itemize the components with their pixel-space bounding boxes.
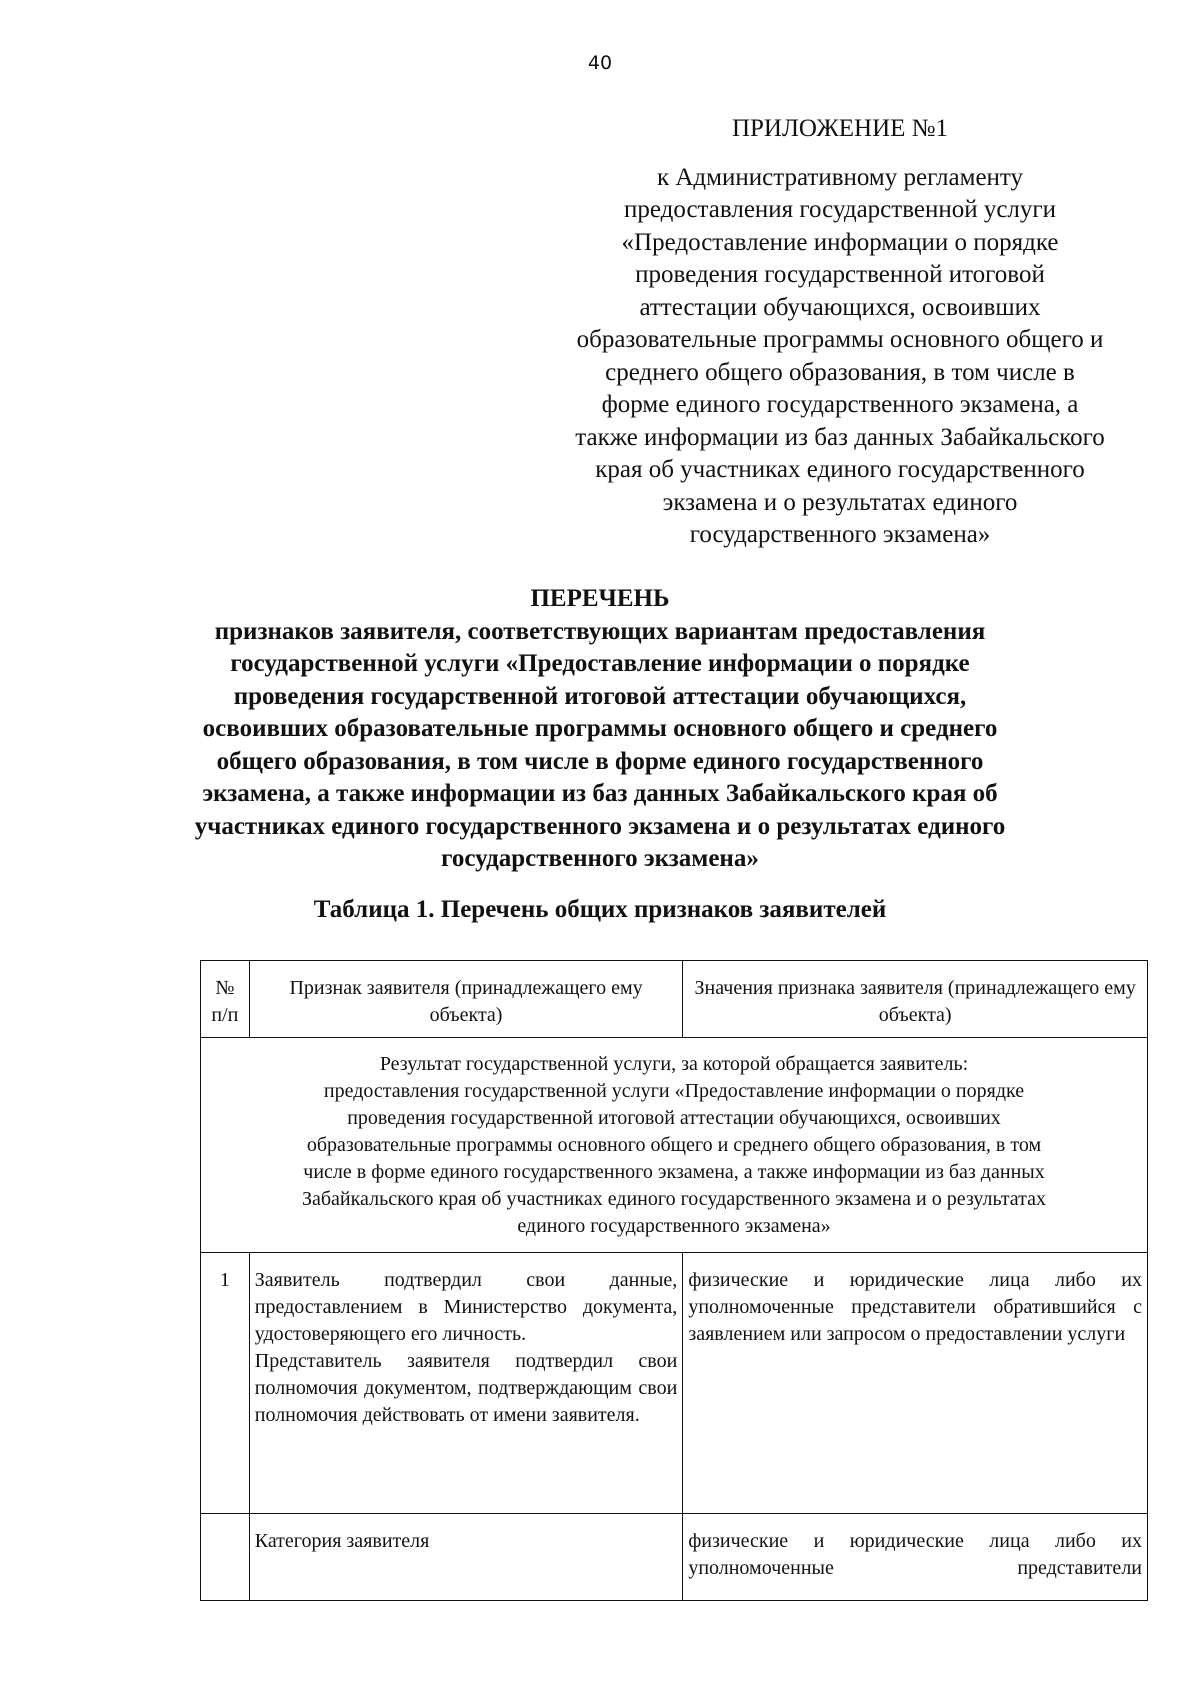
- appendix-title: ПРИЛОЖЕНИЕ №1: [731, 115, 949, 142]
- table-header-row: [201, 961, 1148, 1038]
- row-feature: Категория заявителя: [249, 1514, 683, 1601]
- list-heading-line: признаков заявителя, соответствующих вариантам предоставления: [214, 617, 986, 645]
- list-heading-line: проведения государственной итоговой аттестации обучающихся,: [233, 682, 967, 710]
- result-line: единого государственного экзамена»: [517, 1215, 831, 1237]
- result-line: Забайкальского края об участниках единого государственного экзамена и о результатах: [301, 1188, 1047, 1210]
- appendix-line: к Административному регламенту: [656, 163, 1024, 191]
- list-heading-line: освоивших образовательные программы основного общего и среднего: [202, 715, 998, 742]
- result-description-cell: [201, 1038, 1148, 1253]
- appendix-line: края об участниках единого государственного: [595, 456, 1085, 483]
- appendix-reference: [540, 162, 1140, 552]
- appendix-line: среднего общего образования, в том числе в: [605, 358, 1075, 386]
- appendix-line: «Предоставление информации о порядке: [621, 228, 1059, 256]
- row-value: физические и юридические лица либо их уполномоченные представители обратившийся с заявлением или запросом о предоставлении услуги: [683, 1253, 1148, 1514]
- table-row: [201, 1253, 1148, 1514]
- result-line: числе в форме единого государственного экзамена, а также информации из баз данных: [303, 1161, 1045, 1183]
- feature-paragraph: Представитель заявителя подтвердил свои полномочия документом, подтверждающим свои полномочия действовать от имени заявителя.: [254, 1350, 678, 1426]
- list-heading-line: государственного экзамена»: [441, 845, 759, 872]
- row-feature: [249, 1253, 683, 1514]
- result-line: проведения государственной итоговой аттестации обучающихся, освоивших: [347, 1107, 1001, 1129]
- header-num: № п/п: [201, 961, 250, 1038]
- page-number: 40: [587, 52, 613, 74]
- appendix-line: также информации из баз данных Забайкальского: [575, 423, 1105, 451]
- appendix-line: предоставления государственной услуги: [623, 196, 1057, 223]
- appendix-line: экзамена и о результатах единого: [662, 488, 1018, 516]
- features-table: [200, 960, 1148, 1601]
- result-line: Результат государственной услуги, за которой обращается заявитель:: [379, 1053, 969, 1075]
- row-num: [201, 1514, 250, 1601]
- merged-result-row: [201, 1038, 1148, 1253]
- row-num: 1: [201, 1253, 250, 1514]
- list-heading-line: участниках единого государственного экзамена и о результатах единого: [194, 812, 1006, 840]
- appendix-block: [540, 113, 1140, 552]
- feature-paragraph: Заявитель подтвердил свои данные, предоставлением в Министерство документа, удостоверяющего его личность.: [254, 1269, 678, 1345]
- result-line: предоставления государственной услуги «Предоставление информации о порядке: [323, 1080, 1025, 1102]
- header-feature: Признак заявителя (принадлежащего ему объекта): [249, 961, 683, 1038]
- appendix-line: форме единого государственного экзамена, а: [601, 391, 1079, 418]
- appendix-line: проведения государственной итоговой: [635, 261, 1045, 288]
- list-heading-line: государственной услуги «Предоставление информации о порядке: [230, 650, 970, 677]
- appendix-line: образовательные программы основного общего и: [576, 326, 1104, 353]
- row-value: физические и юридические лица либо их уполномоченные представители: [683, 1514, 1148, 1601]
- list-heading: [150, 583, 1050, 876]
- appendix-line: аттестации обучающихся, освоивших: [639, 293, 1041, 321]
- header-value: Значения признака заявителя (принадлежащего ему объекта): [683, 961, 1148, 1038]
- appendix-line: государственного экзамена»: [689, 521, 991, 548]
- table-caption: Таблица 1. Перечень общих признаков заявителей: [313, 896, 887, 923]
- list-heading-line: общего образования, в том числе в форме единого государственного: [216, 747, 984, 775]
- list-heading-title: ПЕРЕЧЕНЬ: [530, 585, 670, 612]
- result-line: образовательные программы основного общего и среднего общего образования, в том: [306, 1134, 1042, 1156]
- list-heading-line: экзамена, а также информации из баз данных Забайкальского края об: [202, 780, 998, 807]
- table-row: [201, 1514, 1148, 1601]
